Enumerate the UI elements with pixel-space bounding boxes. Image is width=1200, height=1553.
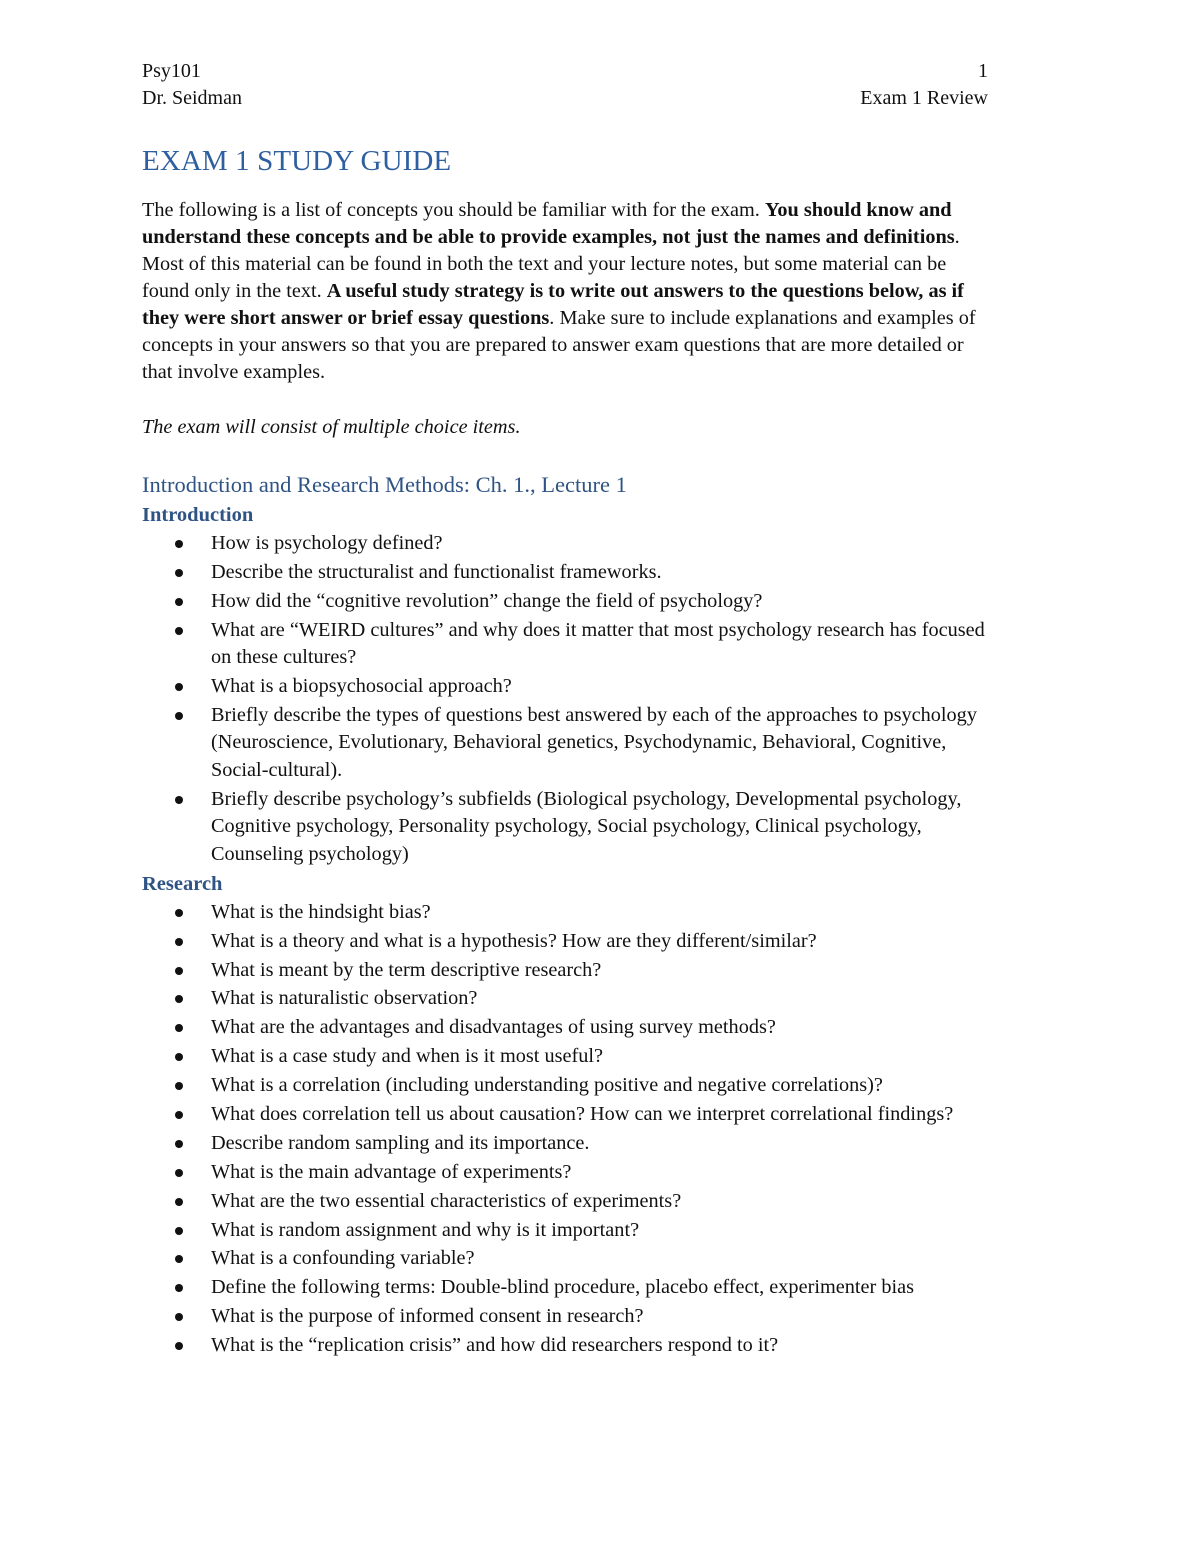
- exam-format-note: The exam will consist of multiple choice items.: [142, 416, 521, 438]
- list-item: [142, 985, 988, 1013]
- introduction-question-list: [142, 530, 988, 868]
- list-item: [142, 1332, 988, 1360]
- question-text: What is a biopsychosocial approach?: [211, 675, 512, 698]
- header-row-1: [142, 58, 988, 85]
- bullet-icon: [175, 627, 183, 635]
- question-text: How did the “cognitive revolution” change the field of psychology?: [211, 589, 763, 612]
- intro-text-3: . Make sure to include explanations and examples of concepts in your answers so that you are prepared to answer exam questions that are more detailed or that involve examples.: [142, 307, 976, 383]
- bullet-icon: [175, 909, 183, 917]
- question-text: What are “WEIRD cultures” and why does it matter that most psychology research has focused on these cultures?: [211, 618, 985, 669]
- question-text: What is meant by the term descriptive research?: [211, 958, 602, 981]
- bullet-icon: [175, 1024, 183, 1032]
- list-item: [142, 1188, 988, 1216]
- question-text: Define the following terms: Double-blind procedure, placebo effect, experimenter bias: [211, 1276, 915, 1299]
- doc-label: Exam 1 Review: [860, 87, 988, 109]
- page-number: 1: [978, 60, 988, 82]
- question-text: What is the purpose of informed consent in research?: [211, 1305, 644, 1328]
- header-row-2: [142, 85, 988, 112]
- intro-paragraph: [142, 197, 988, 386]
- bullet-icon: [175, 1313, 183, 1321]
- question-text: What is a case study and when is it most useful?: [211, 1045, 604, 1068]
- question-text: What is a confounding variable?: [211, 1247, 475, 1270]
- bullet-icon: [175, 1140, 183, 1148]
- list-item: [142, 1130, 988, 1158]
- list-item: [142, 957, 988, 985]
- bullet-icon: [175, 1169, 183, 1177]
- list-item: [142, 559, 988, 587]
- list-item: [142, 1303, 988, 1331]
- question-text: Briefly describe the types of questions best answered by each of the approaches to psychology (Neuroscience, Evolutionary, Behavioral genetics, Psychodynamic, Behavioral, Cognitive, Social-cultural).: [211, 703, 977, 781]
- bullet-icon: [175, 569, 183, 577]
- question-text: What is random assignment and why is it important?: [211, 1218, 640, 1241]
- bullet-icon: [175, 1284, 183, 1292]
- introduction-heading: Introduction: [142, 504, 254, 526]
- list-item: [142, 899, 988, 927]
- bullet-icon: [175, 683, 183, 691]
- bullet-icon: [175, 712, 183, 720]
- list-item: [142, 1274, 988, 1302]
- course-name: Psy101: [142, 60, 201, 82]
- instructor-name: Dr. Seidman: [142, 87, 242, 109]
- question-text: What is the hindsight bias?: [211, 900, 431, 923]
- list-item: [142, 1101, 988, 1129]
- bullet-icon: [175, 1053, 183, 1061]
- question-text: How is psychology defined?: [211, 532, 443, 554]
- intro-text-1: The following is a list of concepts you should be familiar with for the exam.: [142, 199, 765, 221]
- list-item: [142, 588, 988, 616]
- list-item: [142, 1245, 988, 1273]
- bullet-icon: [175, 598, 183, 606]
- question-text: What does correlation tell us about causation? How can we interpret correlational findings?: [211, 1102, 954, 1125]
- list-item: [142, 928, 988, 956]
- bullet-icon: [175, 967, 183, 975]
- bullet-icon: [175, 1111, 183, 1119]
- question-text: What are the two essential characteristics of experiments?: [211, 1189, 682, 1212]
- question-text: Describe random sampling and its importance.: [211, 1131, 590, 1154]
- bullet-icon: [175, 1227, 183, 1235]
- question-text: What is a theory and what is a hypothesis? How are they different/similar?: [211, 929, 817, 952]
- question-text: Briefly describe psychology’s subfields (Biological psychology, Developmental psychology, Cognitive psychology, Personality psychology, Social psychology, Clinical psychology, Counseling psychology): [211, 787, 962, 865]
- list-item: [142, 1159, 988, 1187]
- document-title: EXAM 1 STUDY GUIDE: [142, 145, 452, 177]
- list-item: [142, 1043, 988, 1071]
- list-item: [142, 617, 988, 672]
- list-item: [142, 702, 988, 785]
- document-page: [142, 58, 988, 1361]
- bullet-icon: [175, 1082, 183, 1090]
- bullet-icon: [175, 995, 183, 1003]
- bullet-icon: [175, 540, 183, 548]
- section-heading: Introduction and Research Methods: Ch. 1., Lecture 1: [142, 472, 627, 497]
- list-item: [142, 673, 988, 701]
- question-text: What is a correlation (including understanding positive and negative correlations)?: [211, 1074, 883, 1097]
- bullet-icon: [175, 1342, 183, 1350]
- bullet-icon: [175, 938, 183, 946]
- list-item: [142, 530, 988, 558]
- intro-text-2: . Most of this material can be found in both the text and your lecture notes, but some material can be found only in the text.: [142, 226, 960, 302]
- question-text: What is the “replication crisis” and how did researchers respond to it?: [211, 1334, 779, 1357]
- research-question-list: [142, 899, 988, 1360]
- bullet-icon: [175, 1255, 183, 1263]
- question-text: What is the main advantage of experiments?: [211, 1160, 572, 1183]
- bullet-icon: [175, 796, 183, 804]
- list-item: [142, 1072, 988, 1100]
- intro-bold-2: A useful study strategy is to write out answers to the questions below, as if they were short answer or brief essay questions: [142, 280, 964, 329]
- bullet-icon: [175, 1198, 183, 1206]
- list-item: [142, 1217, 988, 1245]
- question-text: What is naturalistic observation?: [211, 987, 478, 1010]
- research-heading: Research: [142, 872, 223, 895]
- list-item: [142, 786, 988, 869]
- list-item: [142, 1014, 988, 1042]
- question-text: What are the advantages and disadvantages of using survey methods?: [211, 1016, 776, 1039]
- intro-bold-1: You should know and understand these concepts and be able to provide examples, not just the names and definitions: [142, 199, 955, 248]
- question-text: Describe the structuralist and functionalist frameworks.: [211, 560, 662, 583]
